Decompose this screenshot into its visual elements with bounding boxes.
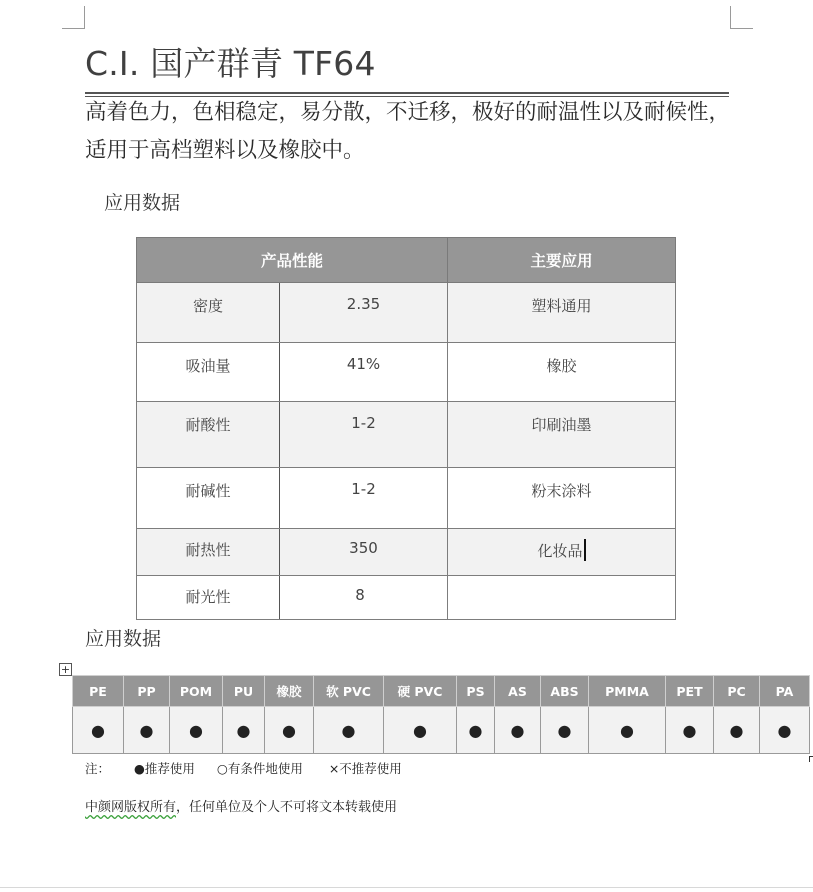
rating-cell[interactable]: ● <box>73 707 124 754</box>
legend-conditional: ○有条件地使用 <box>216 761 303 776</box>
application[interactable]: 粉末涂料 <box>448 468 676 529</box>
application[interactable]: 橡胶 <box>448 343 676 402</box>
polymer-header: PMMA <box>589 676 666 707</box>
document-title: C.I. 国产群青 TF64 <box>85 44 376 83</box>
application[interactable]: 印刷油墨 <box>448 402 676 468</box>
rating-cell[interactable]: ● <box>265 707 314 754</box>
rating-cell[interactable]: ● <box>760 707 810 754</box>
rating-cell[interactable]: ● <box>541 707 589 754</box>
rating-cell[interactable]: ● <box>223 707 265 754</box>
property-name[interactable]: 耐光性 <box>137 576 280 620</box>
polymer-header: PA <box>760 676 810 707</box>
table-row <box>137 283 676 343</box>
rating-cell[interactable]: ● <box>384 707 457 754</box>
polymer-header: AS <box>495 676 541 707</box>
polymer-header: PP <box>124 676 170 707</box>
polymer-header: PS <box>457 676 495 707</box>
property-value[interactable]: 1-2 <box>280 402 448 468</box>
properties-table <box>136 237 676 620</box>
polymer-header: PE <box>73 676 124 707</box>
rating-cell[interactable]: ● <box>666 707 714 754</box>
property-name[interactable]: 吸油量 <box>137 343 280 402</box>
rating-cell[interactable]: ● <box>457 707 495 754</box>
table-resize-mark[interactable] <box>809 756 813 762</box>
rating-cell[interactable]: ● <box>495 707 541 754</box>
polymer-header: 硬 PVC <box>384 676 457 707</box>
polymer-header: ABS <box>541 676 589 707</box>
polymer-header: POM <box>170 676 223 707</box>
application[interactable]: 塑料通用 <box>448 283 676 343</box>
property-name[interactable]: 密度 <box>137 283 280 343</box>
table-move-handle-icon[interactable]: + <box>60 663 71 676</box>
rating-cell[interactable]: ● <box>314 707 384 754</box>
header-main-applications: 主要应用 <box>448 238 676 283</box>
polymer-header: PU <box>223 676 265 707</box>
polymer-header: PET <box>666 676 714 707</box>
application-cell[interactable] <box>448 529 676 576</box>
property-value[interactable]: 8 <box>280 576 448 620</box>
table-row <box>137 343 676 402</box>
property-name[interactable]: 耐碱性 <box>137 468 280 529</box>
section-heading-application-data-2: 应用数据 <box>85 628 162 650</box>
page-corner-top-right <box>730 6 753 29</box>
polymer-rating-row <box>73 707 810 754</box>
property-value[interactable]: 1-2 <box>280 468 448 529</box>
table-row <box>137 576 676 620</box>
page-bottom-rule <box>0 887 813 888</box>
property-name[interactable]: 耐热性 <box>137 529 280 576</box>
property-value[interactable]: 2.35 <box>280 283 448 343</box>
table-row <box>137 468 676 529</box>
rating-cell[interactable]: ● <box>124 707 170 754</box>
product-description: 高着色力，色相稳定，易分散，不迁移，极好的耐温性以及耐候性，适用于高档塑料以及橡胶中。 <box>85 100 731 163</box>
application: 化妆品 <box>537 542 583 560</box>
polymer-header-row <box>73 676 810 707</box>
property-value[interactable]: 350 <box>280 529 448 576</box>
polymer-compatibility-table <box>72 675 810 754</box>
legend-not-recommended: ×不推荐使用 <box>328 761 402 776</box>
table-row <box>137 529 676 576</box>
polymer-header: PC <box>714 676 760 707</box>
header-product-properties: 产品性能 <box>137 238 448 283</box>
polymer-header: 橡胶 <box>265 676 314 707</box>
section-heading-application-data: 应用数据 <box>104 192 181 214</box>
rating-cell[interactable]: ● <box>714 707 760 754</box>
application[interactable] <box>448 576 676 620</box>
polymer-header: 软 PVC <box>314 676 384 707</box>
copyright-brand: 中颜网版权所有 <box>85 800 177 815</box>
table-row <box>137 402 676 468</box>
legend-notes <box>85 759 402 777</box>
copyright-text: ，任何单位及个人不可将文本转载使用 <box>176 800 398 815</box>
legend-recommended: ●推荐使用 <box>134 761 195 776</box>
properties-table-header <box>137 238 676 283</box>
rating-cell[interactable]: ● <box>589 707 666 754</box>
property-value[interactable]: 41% <box>280 343 448 402</box>
rating-cell[interactable]: ● <box>170 707 223 754</box>
property-name[interactable]: 耐酸性 <box>137 402 280 468</box>
page-corner-top-left <box>62 6 85 29</box>
copyright-notice <box>85 796 397 815</box>
notes-label: 注： <box>85 761 111 776</box>
text-cursor <box>584 539 586 561</box>
